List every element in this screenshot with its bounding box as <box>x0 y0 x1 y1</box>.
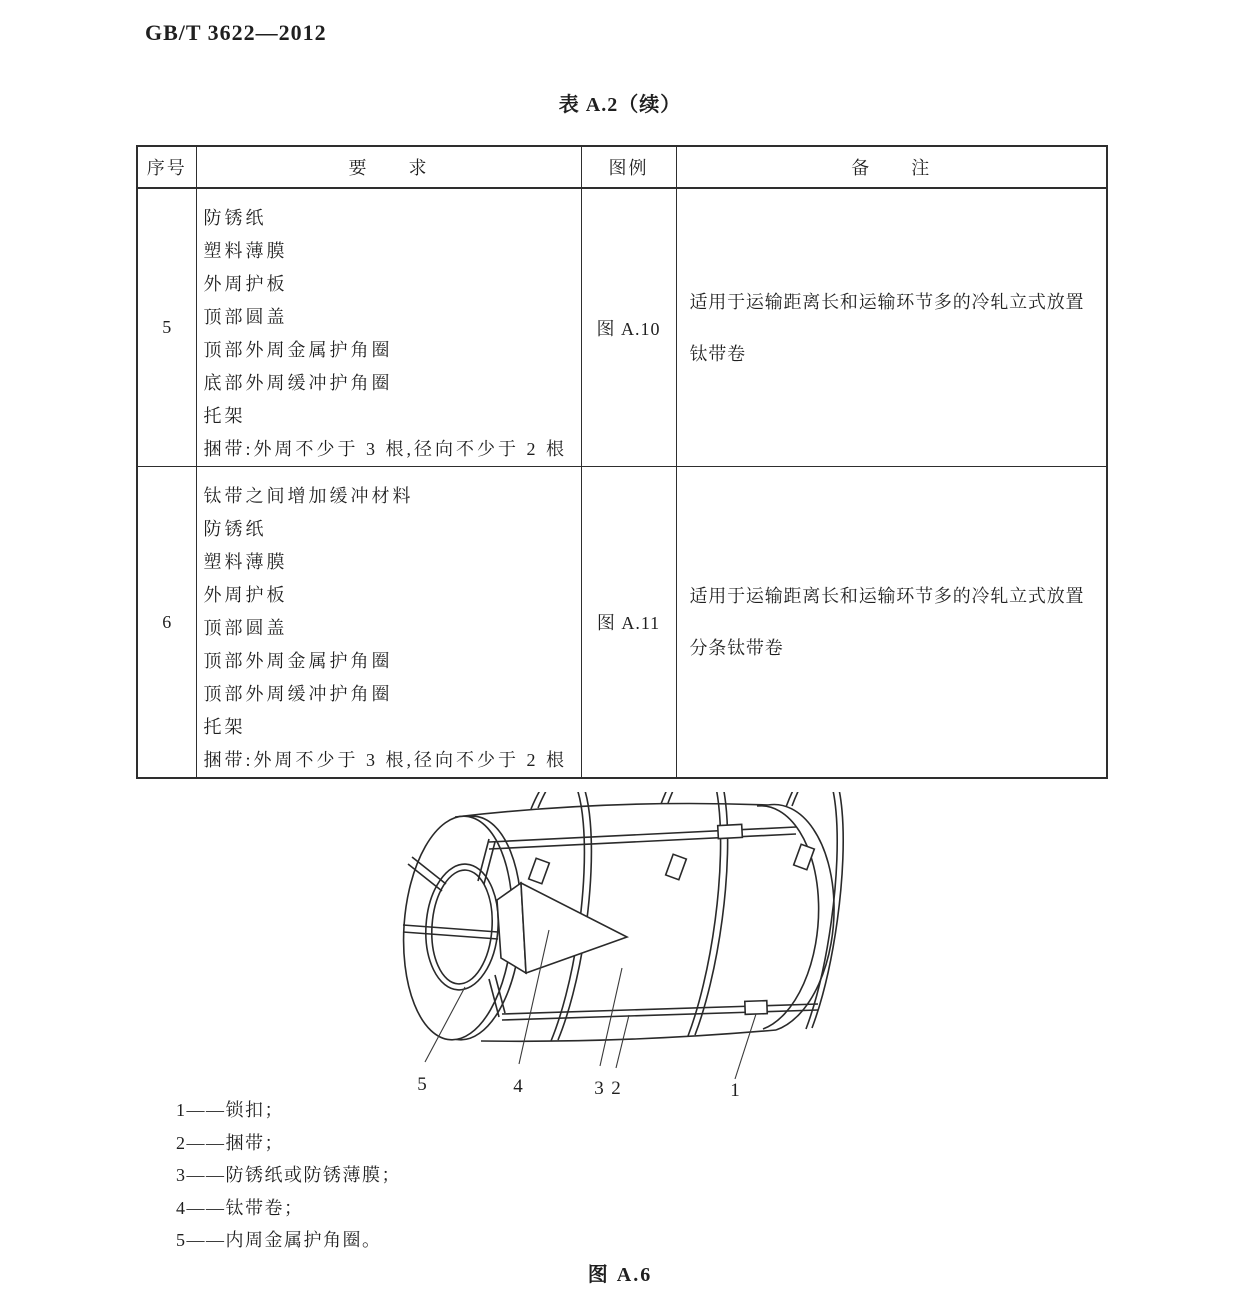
requirement-item: 塑料薄膜 <box>203 552 288 572</box>
requirement-item: 托架 <box>203 406 246 426</box>
strap-buckle <box>718 824 743 838</box>
row-number: 5 <box>137 188 196 467</box>
requirement-item: 顶部外周缓冲护角圈 <box>203 684 393 704</box>
col-header-remarks: 备 注 <box>676 146 1107 188</box>
requirement-item: 防锈纸 <box>203 208 267 228</box>
col-header-requirements: 要 求 <box>196 146 581 188</box>
requirement-item: 塑料薄膜 <box>203 241 288 261</box>
requirement-item: 托架 <box>203 717 246 737</box>
note-cell: 适用于运输距离长和运输环节多的冷轧立式放置分条钛带卷 <box>676 467 1107 779</box>
requirement-item: 顶部外周金属护角圈 <box>203 340 393 360</box>
coil-packing-figure <box>360 792 900 1104</box>
legend-ref: 图 A.10 <box>581 188 676 467</box>
table-title: 表 A.2（续） <box>558 94 682 116</box>
requirement-item: 顶部圆盖 <box>203 618 288 638</box>
requirement-item: 顶部外周金属护角圈 <box>203 651 393 671</box>
requirement-item: 顶部圆盖 <box>203 307 288 327</box>
requirement-item: 捆带:外周不少于 3 根,径向不少于 2 根 <box>203 439 567 459</box>
requirement-item: 捆带:外周不少于 3 根,径向不少于 2 根 <box>203 750 567 770</box>
col-header-legend: 图例 <box>581 146 676 188</box>
requirement-item: 外周护板 <box>203 585 288 605</box>
lock-buckle-label-1 <box>745 1001 767 1015</box>
callout-3: 3 <box>594 1078 604 1099</box>
legend-item: 3——防锈纸或防锈薄膜； <box>176 1165 401 1185</box>
callout-2: 2 <box>611 1078 621 1099</box>
requirement-item: 底部外周缓冲护角圈 <box>203 373 393 393</box>
legend-item: 1——锁扣； <box>176 1100 284 1120</box>
callout-4: 4 <box>513 1076 523 1097</box>
legend-item: 4——钛带卷； <box>176 1197 304 1218</box>
table-header-row <box>137 146 1107 188</box>
table-row-6 <box>137 467 1107 779</box>
packing-requirements-table <box>136 145 1108 779</box>
requirements-cell <box>196 467 581 779</box>
requirements-cell <box>196 188 581 467</box>
legend-ref: 图 A.11 <box>581 467 676 779</box>
callout-5: 5 <box>417 1074 427 1095</box>
row-number: 6 <box>137 467 196 779</box>
requirement-item: 防锈纸 <box>203 519 267 539</box>
figure-legend <box>176 1094 401 1257</box>
figure-caption: 图 A.6 <box>587 1264 653 1286</box>
standard-number: GB/T 3622—2012 <box>145 20 327 45</box>
legend-item: 2——捆带； <box>176 1132 284 1153</box>
requirement-item: 外周护板 <box>203 274 288 294</box>
note-cell: 适用于运输距离长和运输环节多的冷轧立式放置钛带卷 <box>676 188 1107 467</box>
col-header-index: 序号 <box>137 146 196 188</box>
legend-item: 5——内周金属护角圈。 <box>176 1230 382 1250</box>
table-row-5 <box>137 188 1107 467</box>
requirement-item: 钛带之间增加缓冲材料 <box>203 486 414 506</box>
callout-1: 1 <box>730 1080 740 1101</box>
